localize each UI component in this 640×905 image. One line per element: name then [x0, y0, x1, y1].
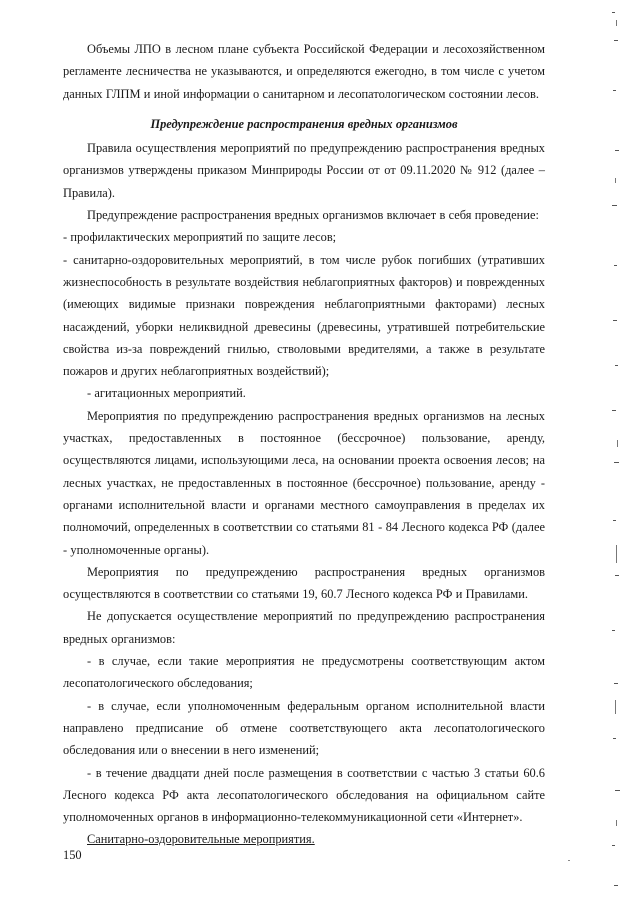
scan-mark: [614, 885, 618, 886]
scan-mark: [612, 630, 615, 631]
scan-mark: [616, 820, 617, 826]
list-item: - санитарно-оздоровительных мероприятий, в том числе рубок погибших (утративших жизнеспособность в результате воздействия неблагоприятных факторов) и поврежденных (имеющих видимые признаки повреждения неблагоприятными факторами) лесных насаждений, уборки неликвидной древесины (древесины, утратившей потребительские свойства из-за повреждений гнилью, стволовыми вредителями, а также в результате пожаров и других неблагоприятных воздействий);: [63, 252, 545, 379]
scan-mark: [616, 20, 617, 26]
scan-mark: [615, 365, 618, 366]
scan-artifacts: [600, 0, 640, 905]
paragraph: Объемы ЛПО в лесном плане субъекта Российской Федерации и лесохозяйственном регламенте лесничества не указываются, и определяются ежегодно, в том числе с учетом данных ГЛПМ и иной информации о санитарном и лесопатологическом состоянии лесов.: [63, 42, 545, 101]
document-body: [63, 38, 545, 851]
scan-mark: [612, 12, 615, 13]
paragraph: Мероприятия по предупреждению распространения вредных организмов осуществляются в соответствии со статьями 19, 60.7 Лесного кодекса РФ и Правилами.: [63, 564, 545, 602]
list-item: - в случае, если уполномоченным федеральным органом исполнительной власти направлено предписание об отмене соответствующего акта лесопатологического обследования или о внесении в него изменений;: [63, 698, 545, 758]
scan-mark: [616, 545, 617, 563]
scan-mark: [568, 860, 570, 861]
subsection-heading: [63, 828, 545, 850]
scan-mark: [613, 320, 617, 321]
scan-mark: [615, 178, 616, 183]
paragraph: Правила осуществления мероприятий по предупреждению распространения вредных организмов утверждены приказом Минприроды России от от 09.11.2020 № 912 (далее – Правила).: [63, 141, 545, 200]
list-item: - агитационных мероприятий.: [87, 386, 246, 401]
paragraph: Мероприятия по предупреждению распространения вредных организмов на лесных участках, предоставленных в постоянное (бессрочное) пользование, аренду, осуществляются лицами, использующими леса, на основании проекта освоения лесов; на лесных участках, не предоставленных в постоянное (бессрочное) пользование, аренду - органами исполнительной власти и органами местного самоуправления в пределах их полномочий, определенных в соответствии со статьями 81 - 84 Лесного кодекса РФ (далее - уполномоченные органы).: [63, 408, 545, 557]
paragraph: Предупреждение распространения вредных организмов включает в себя проведение:: [87, 208, 539, 223]
list-item: - в случае, если такие мероприятия не предусмотрены соответствующим актом лесопатологического обследования;: [63, 654, 545, 691]
section-heading: Предупреждение распространения вредных организмов: [150, 116, 458, 131]
list-item: - в течение двадцати дней после размещения в соответствии с частью 3 статьи 60.6 Лесного кодекса РФ акта лесопатологического обследования на официальном сайте уполномоченных органов в информационно-телекоммуникационной сети «Интернет».: [63, 765, 545, 825]
scan-mark: [613, 520, 616, 521]
scan-mark: [614, 265, 617, 266]
scan-mark: [617, 440, 618, 447]
list-item: - профилактических мероприятий по защите лесов;: [63, 230, 337, 245]
scan-mark: [615, 575, 619, 576]
paragraph: Не допускается осуществление мероприятий по предупреждению распространения вредных организмов:: [63, 609, 545, 646]
scan-mark: [612, 205, 617, 206]
scan-mark: [615, 790, 620, 791]
subsection-heading-text: Санитарно-оздоровительные мероприятия.: [87, 832, 315, 847]
scan-mark: [614, 462, 619, 463]
scan-mark: [612, 410, 616, 411]
scan-mark: [615, 700, 616, 714]
scan-mark: [613, 90, 616, 91]
scan-mark: [615, 150, 619, 151]
page-number: 150: [63, 848, 82, 862]
scan-mark: [614, 683, 618, 684]
scan-mark: [613, 738, 616, 739]
scan-mark: [612, 845, 615, 846]
scan-mark: [614, 40, 618, 41]
